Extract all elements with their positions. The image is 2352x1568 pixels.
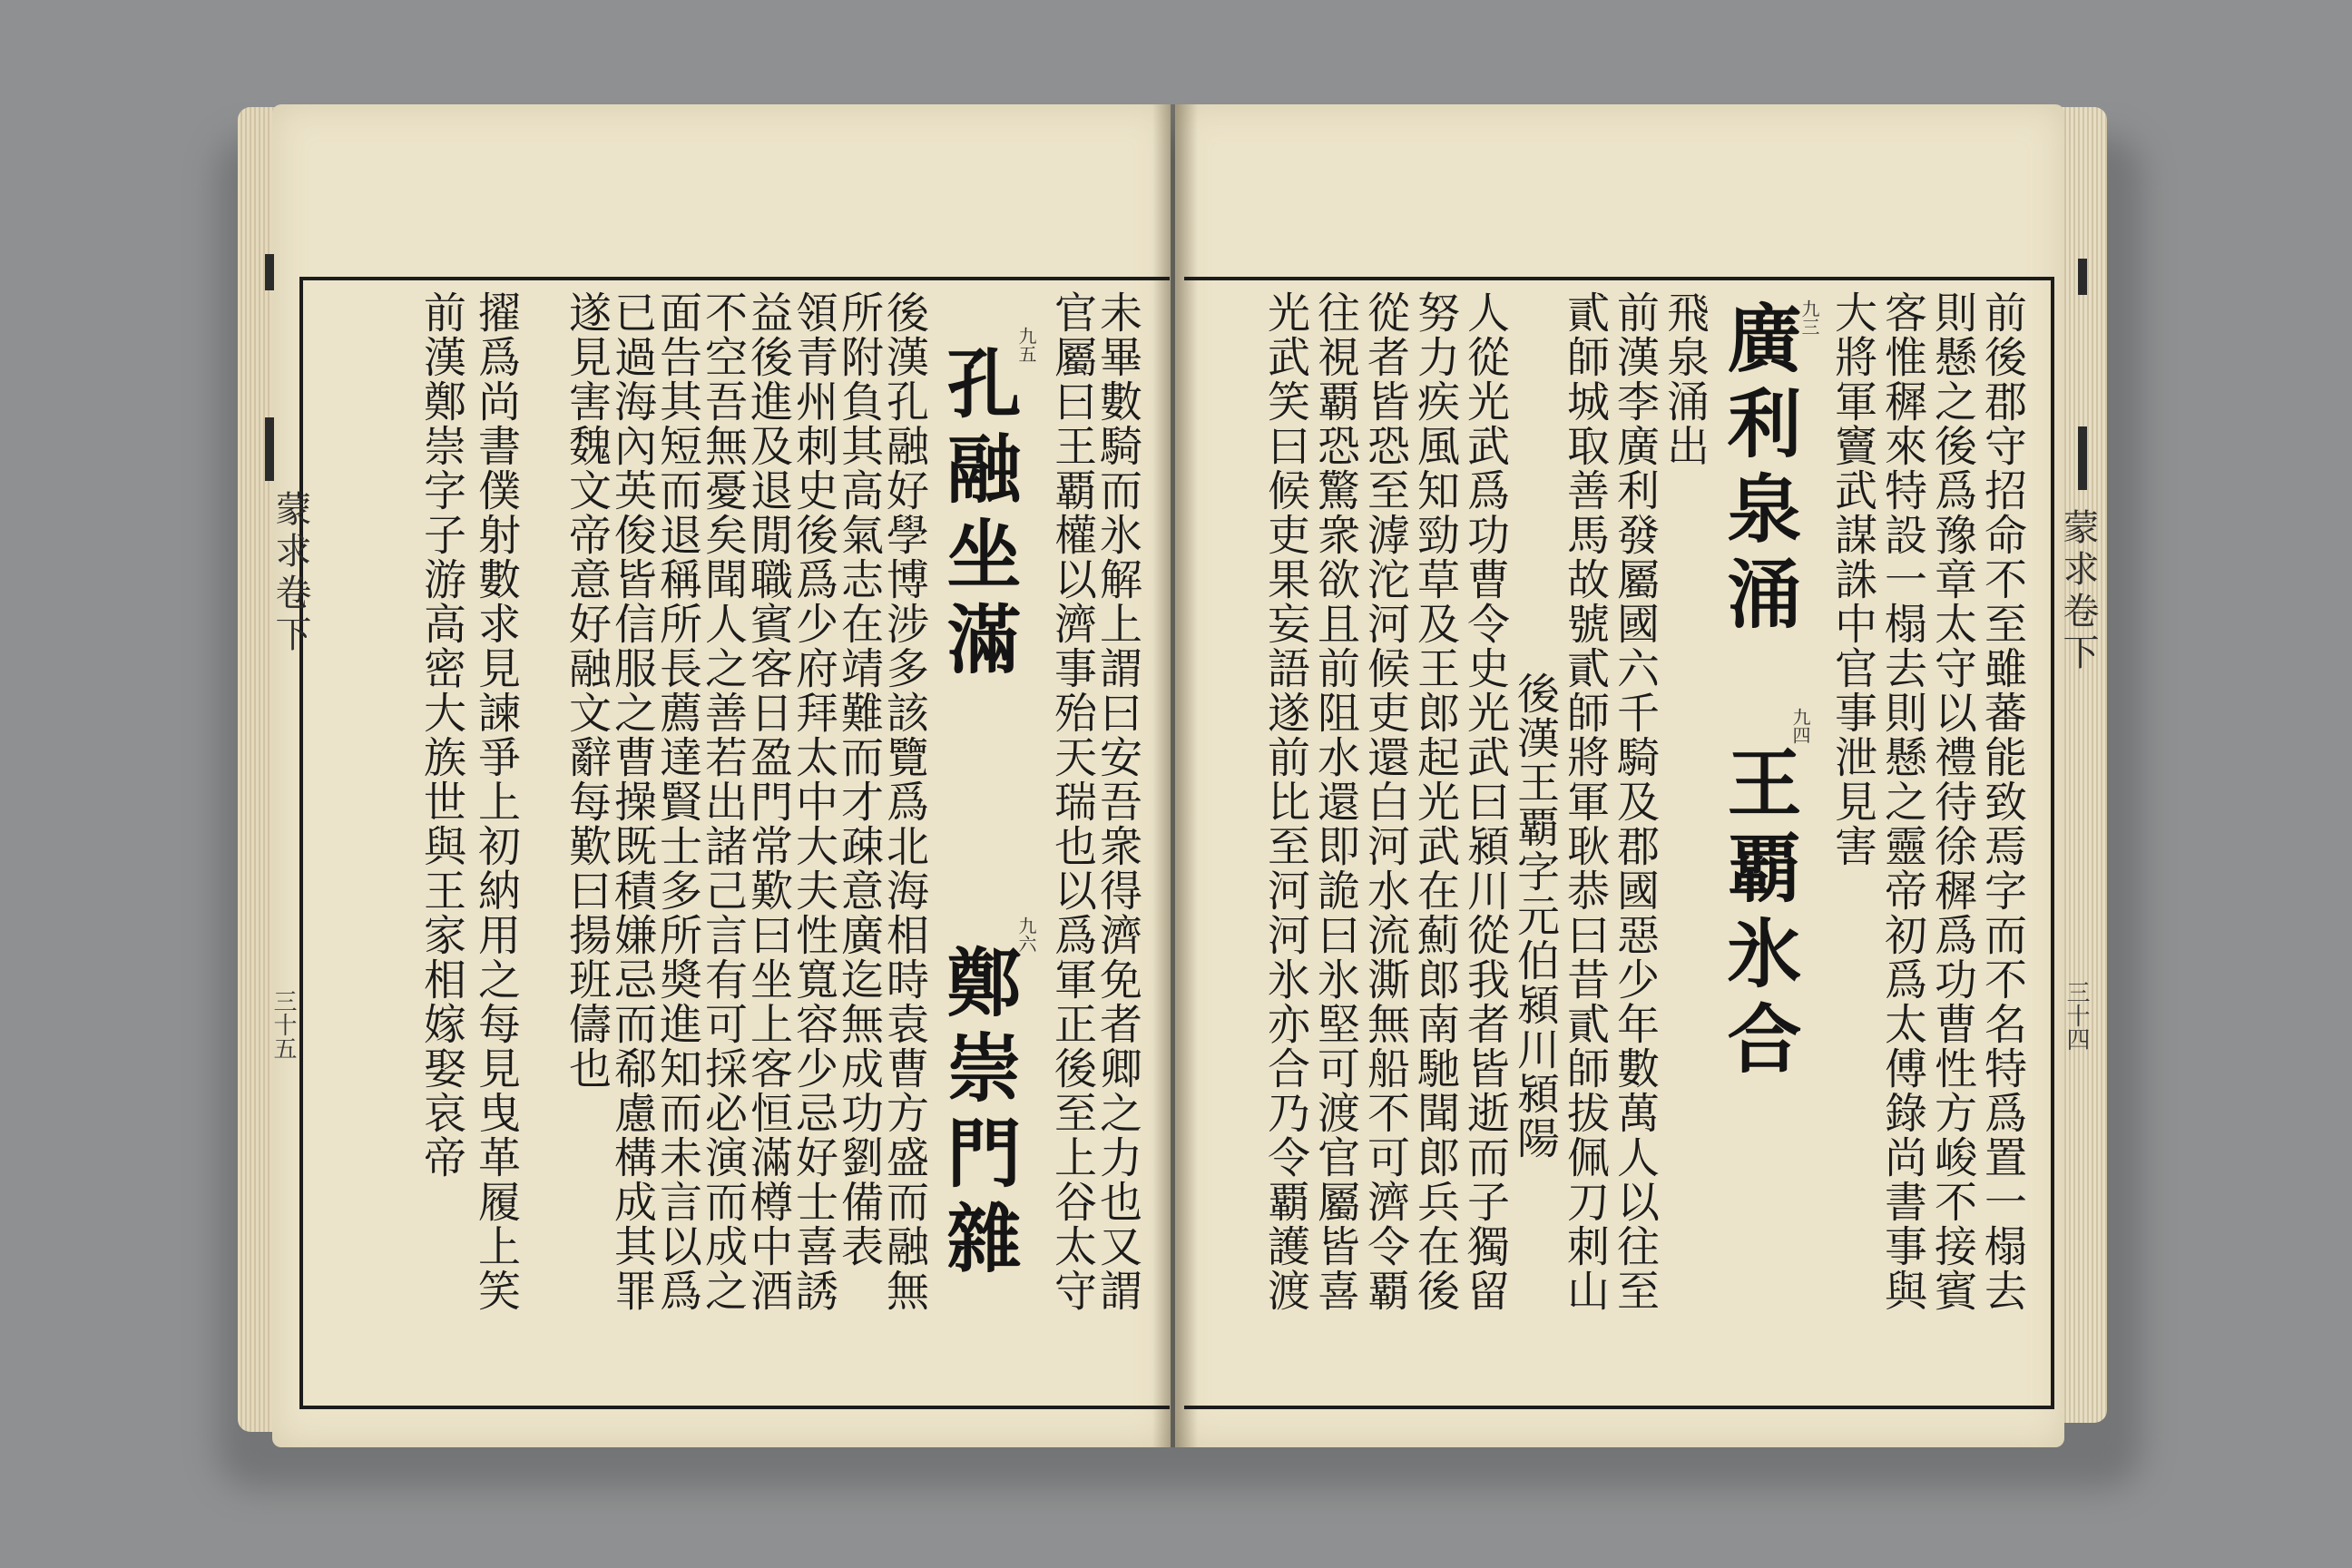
text-column: 已過海內英俊皆信服之曹操既積嫌忌而郗慮構成其罪 (607, 290, 657, 1313)
text-column: 面告其短而退稱所長薦達賢士多所奬進知而未言以爲 (652, 290, 702, 1313)
left-folio: 三十五 (270, 989, 297, 1060)
right-folio: 三十四 (2063, 980, 2090, 1051)
entry-number: 九五 (1015, 327, 1037, 363)
text-column: 從者皆恐至滹沱河候吏還白河水流澌無船不可濟令覇 (1360, 290, 1410, 1313)
text-column: 所附負其高氣志在靖難而才疎意廣迄無成功劉備表 (834, 290, 884, 1269)
right-margin-title: 蒙求卷下 (2057, 508, 2099, 675)
entry-heading: 王覇氷合 (1715, 744, 1802, 1085)
text-column: 努力疾風知勁草及王郎起光武在薊郎南馳聞郎兵在後 (1410, 290, 1460, 1313)
text-column: 貳師城取善馬故號貳師將軍耿恭曰昔貳師拔佩刀刺山 (1560, 290, 1610, 1313)
entry-number: 九六 (1015, 916, 1037, 953)
text-column: 飛泉涌出 (1660, 290, 1710, 468)
entry-heading: 鄭崇門雜 (935, 944, 1022, 1285)
text-column: 未畢數騎而氷解上謂曰安吾衆得濟免者卿之力也又謂 (1093, 290, 1142, 1313)
text-column: 後漢王覇字元伯潁川潁陽 (1510, 671, 1560, 1161)
text-column: 往視覇恐驚衆欲且前阻水還即詭曰氷堅可渡官屬皆喜 (1310, 290, 1360, 1313)
text-column: 不空吾無憂矣聞人之善若出諸己言有可採必演而成之 (698, 290, 748, 1313)
entry-number: 九四 (1789, 708, 1811, 744)
entry-heading: 孔融坐滿 (935, 345, 1022, 686)
text-column: 人從光武爲功曹令史光武曰潁川從我者皆逝而子獨留 (1460, 290, 1510, 1313)
text-column: 領青州刺史後爲少府拜太中大夫性寬容少忌好士喜誘 (789, 290, 838, 1313)
text-column: 光武笑曰候吏果妄語遂前比至河河氷亦合乃令覇護渡 (1260, 290, 1310, 1313)
entry-number: 九三 (1798, 299, 1820, 336)
left-fore-edge-mark (265, 254, 274, 290)
text-column: 則懸之後爲豫章太守以禮待徐穉爲功曹性方峻不接賓 (1927, 290, 1977, 1313)
text-column: 客惟穉來特設一榻去則懸之靈帝初爲太傅錄尚書事與 (1877, 290, 1927, 1313)
left-fore-edge-mark (265, 417, 274, 481)
text-column: 大將軍竇武謀誅中官事泄見害 (1828, 290, 1877, 868)
text-column: 後漢孔融好學博涉多該覽爲北海相時袁曹方盛而融無 (879, 290, 929, 1313)
right-fore-edge-mark (2078, 259, 2087, 295)
text-column: 遂見害魏文帝意好融文辭每歎曰揚班儔也 (562, 290, 612, 1091)
left-margin-title: 蒙求卷下 (270, 490, 311, 657)
text-column: 前漢李廣利發屬國六千騎及郡國惡少年數萬人以往至 (1610, 290, 1660, 1313)
text-column: 擢爲尚書僕射數求見諫爭上初納用之每見曳革履上笑 (471, 290, 521, 1313)
text-column: 官屬曰王覇權以濟事殆天瑞也以爲軍正後至上谷太守 (1047, 290, 1097, 1313)
text-column: 益後進及退閒職賓客日盈門常歎曰坐上客恒滿樽中酒 (743, 290, 793, 1313)
entry-heading: 廣利泉涌 (1715, 299, 1802, 641)
text-column: 前後郡守招命不至雖蕃能致焉字而不名特爲置一榻去 (1977, 290, 2027, 1313)
text-column: 前漢鄭崇字子游高密大族世與王家相嫁娶哀帝 (416, 290, 466, 1180)
right-fore-edge-mark (2078, 426, 2087, 490)
